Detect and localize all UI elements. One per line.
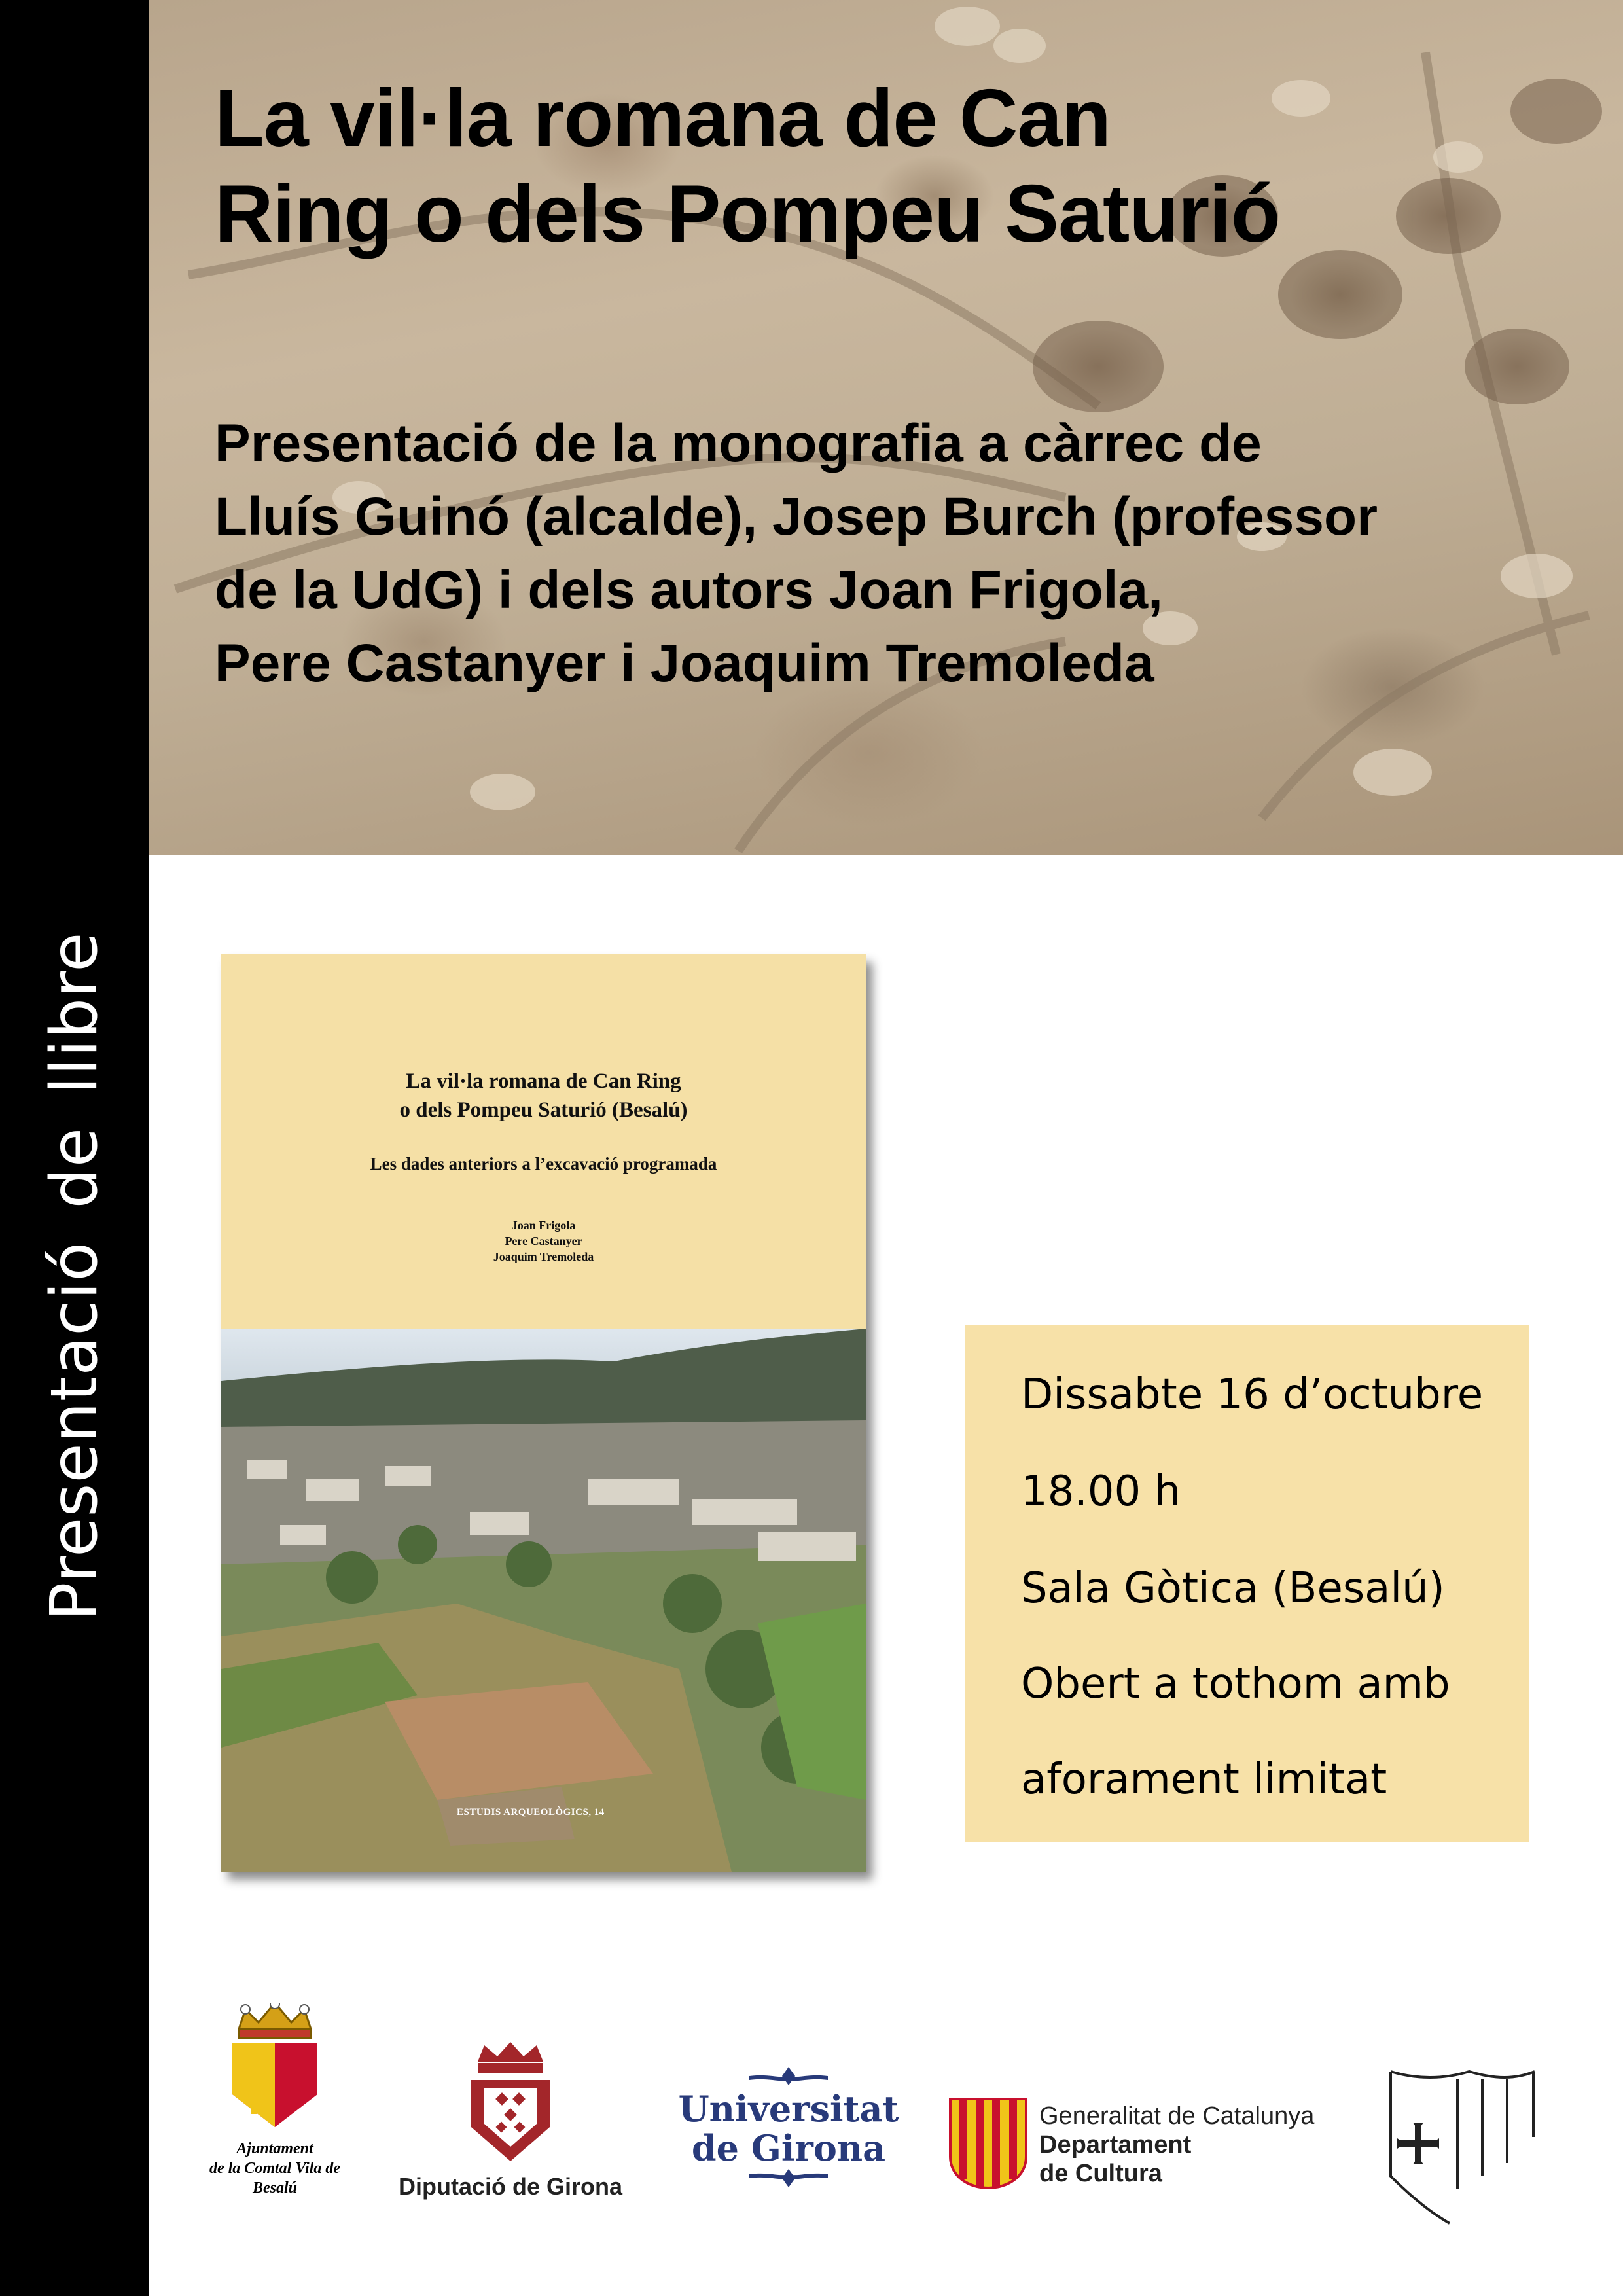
cross-shield-icon xyxy=(1384,2065,1541,2229)
book-title-line-1: La vil·la romana de Can Ring xyxy=(406,1069,681,1093)
event-access-line-1: Obert a tothom amb xyxy=(1021,1660,1450,1708)
book-author: Joaquim Tremoleda xyxy=(493,1250,594,1263)
book-author: Joan Frigola xyxy=(511,1219,576,1232)
book-authors xyxy=(221,1217,866,1265)
book-series: ESTUDIS ARQUEOLÒGICS, 14 xyxy=(457,1807,605,1818)
diputacio-girona-logo xyxy=(386,2042,635,2206)
book-cover xyxy=(221,954,866,1872)
book-author: Pere Castanyer xyxy=(505,1234,582,1247)
ajuntament-coat-of-arms-icon xyxy=(196,2003,353,2127)
event-date: Dissabte 16 d’octubre xyxy=(1021,1371,1484,1419)
udg-line-1: Universitat xyxy=(678,2088,899,2130)
udg-logo xyxy=(664,2062,913,2193)
ajuntament-caption xyxy=(177,2139,373,2198)
subtitle-line-3: de la UdG) i dels autors Joan Frigola, xyxy=(215,560,1163,620)
ajuntament-line-2: de la Comtal Vila de xyxy=(209,2160,340,2177)
cross-shield-logo xyxy=(1384,2065,1541,2229)
presentation-subtitle xyxy=(215,407,1576,700)
subtitle-line-1: Presentació de la monografia a càrrec de xyxy=(215,414,1262,473)
subtitle-line-2: Lluís Guinó (alcalde), Josep Burch (professor xyxy=(215,487,1378,547)
header-photo xyxy=(149,0,1623,855)
page-title xyxy=(215,71,1589,262)
ajuntament-line-3: Besalú xyxy=(252,2179,297,2197)
title-line-1: La vil·la romana de Can xyxy=(215,73,1111,164)
diputacio-emblem-icon xyxy=(386,2042,635,2166)
book-subtitle: Les dades anteriors a l’excavació programada xyxy=(370,1154,717,1174)
ajuntament-line-1: Ajuntament xyxy=(236,2140,313,2157)
subtitle-line-4: Pere Castanyer i Joaquim Tremoleda xyxy=(215,634,1154,693)
generalitat-line-2: Departament xyxy=(1039,2131,1192,2159)
event-place: Sala Gòtica (Besalú) xyxy=(1021,1564,1445,1613)
diputacio-caption: Diputació de Girona xyxy=(398,2173,623,2200)
event-info-box xyxy=(965,1325,1529,1842)
side-band xyxy=(0,0,149,2296)
book-cover-text-area xyxy=(221,954,866,1322)
book-title-line-2: o dels Pompeu Saturió (Besalú) xyxy=(399,1098,688,1122)
aerial-photo xyxy=(221,1329,866,1872)
event-access-line-2: aforament limitat xyxy=(1021,1755,1387,1804)
generalitat-caption xyxy=(1039,2102,1314,2188)
generalitat-logo xyxy=(949,2098,1355,2189)
generalitat-line-1: Generalitat de Catalunya xyxy=(1039,2102,1315,2130)
generalitat-senyera-icon xyxy=(949,2098,1027,2189)
ajuntament-besalu-logo xyxy=(196,2003,353,2199)
udg-wordmark xyxy=(664,2089,913,2168)
event-time: 18.00 h xyxy=(1021,1467,1181,1516)
udg-line-2: de Girona xyxy=(691,2127,886,2169)
title-line-2: Ring o dels Pompeu Saturió xyxy=(215,169,1280,259)
book-title xyxy=(221,1067,866,1124)
generalitat-line-3: de Cultura xyxy=(1039,2160,1162,2187)
side-label: Presentació de llibre xyxy=(37,931,112,1621)
